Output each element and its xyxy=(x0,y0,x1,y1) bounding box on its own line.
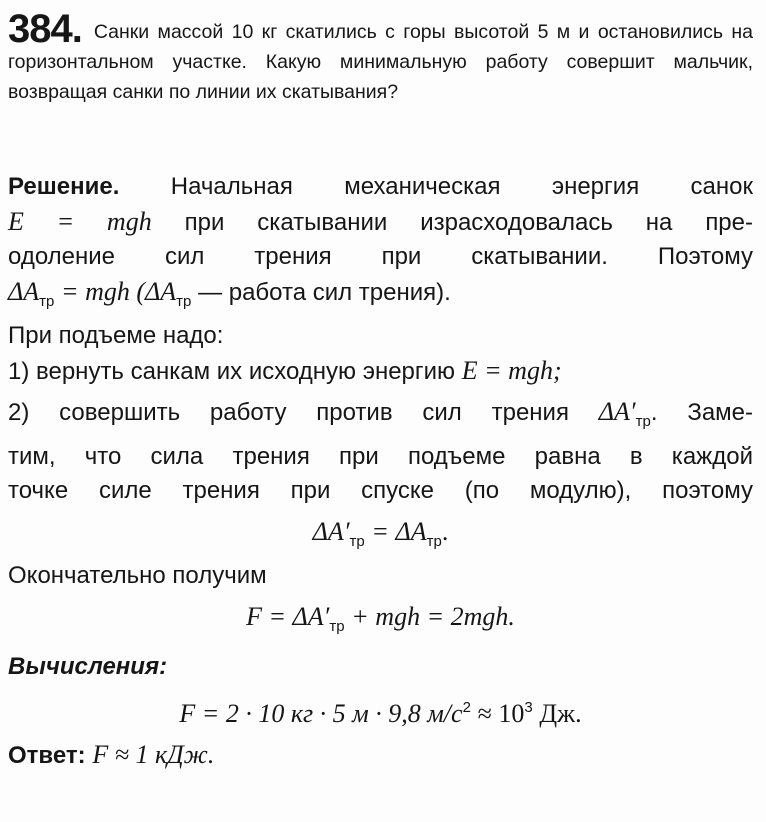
item-2-line-2 xyxy=(8,440,753,475)
solution-line-4 xyxy=(8,275,753,320)
formula-part: . xyxy=(441,516,449,546)
answer-label: Ответ: xyxy=(8,742,86,769)
solution-text: Окончательно получим xyxy=(8,562,267,589)
problem-number: 384. xyxy=(8,7,82,51)
solution-line-1 xyxy=(8,170,753,205)
solution-text: при скатывании израсходовалась на пре- xyxy=(184,208,753,236)
superscript: 3 xyxy=(524,698,533,716)
solution-line-2 xyxy=(8,205,753,241)
item-text: 2) совершить работу против сил трения xyxy=(8,399,569,426)
solution-line-3 xyxy=(8,240,753,275)
formula-part: ≈ 10 xyxy=(477,698,525,728)
formula-part: F = ΔA′ xyxy=(246,601,330,631)
friction-work-symbol: ΔA xyxy=(8,276,40,306)
solution-heading: Решение. xyxy=(8,173,120,200)
subscript: тр xyxy=(426,532,442,550)
subscript: тр xyxy=(635,413,651,430)
final-line xyxy=(8,559,753,594)
formula-part: ΔA′ xyxy=(312,516,350,546)
item-2-line-3 xyxy=(8,474,753,509)
solution-text: — работа сил трения). xyxy=(198,278,451,306)
solution-block xyxy=(8,170,753,774)
energy-formula: E = mgh; xyxy=(461,355,562,385)
superscript: 2 xyxy=(462,698,471,716)
formula-part: Дж. xyxy=(539,698,582,728)
formula-part: + mgh = 2mgh. xyxy=(351,601,515,631)
item-2-line-1 xyxy=(8,395,753,440)
problem-statement xyxy=(8,7,753,107)
friction-work-prime: ΔA′ xyxy=(598,397,636,426)
solution-text: При подъеме надо: xyxy=(8,322,224,349)
solution-line-5 xyxy=(8,319,753,354)
problem-text: Санки массой 10 кг скатились с горы высотой 5 м и остановились на горизонтальном участке. Какую минимальную работу совершит мальчик, возвращая санки по линии их скатывания? xyxy=(8,21,753,103)
answer-value: F ≈ 1 кДж. xyxy=(92,740,215,769)
subscript: тр xyxy=(39,292,55,310)
calc-heading-line xyxy=(8,650,753,685)
item-text: точке силе трения при спуске (по модулю), поэтому xyxy=(8,477,753,504)
item-1 xyxy=(8,354,753,390)
subscript: тр xyxy=(176,292,192,310)
formula-part: = ΔA xyxy=(371,516,427,546)
item-text: тим, что сила трения при подъеме равна в каждой xyxy=(8,442,753,470)
item-text: 1) вернуть санкам их исходную энергию xyxy=(8,357,456,385)
equation-1 xyxy=(8,515,753,560)
formula-part: F = 2 · 10 кг · 5 м · 9,8 м/с xyxy=(179,698,463,728)
item-text: . Заме- xyxy=(650,399,754,426)
answer-line xyxy=(8,738,753,774)
energy-formula: E = mgh xyxy=(8,206,152,236)
subscript: тр xyxy=(349,532,365,550)
solution-text: одоление сил трения при скатывании. Поэтому xyxy=(8,243,753,270)
calc-heading: Вычисления: xyxy=(8,653,168,680)
subscript: тр xyxy=(329,617,345,635)
calc-equation xyxy=(8,691,753,733)
solution-text: Начальная механическая энергия санок xyxy=(170,173,753,200)
equation-2 xyxy=(8,600,753,645)
formula-part: = mgh (ΔA xyxy=(61,276,177,306)
